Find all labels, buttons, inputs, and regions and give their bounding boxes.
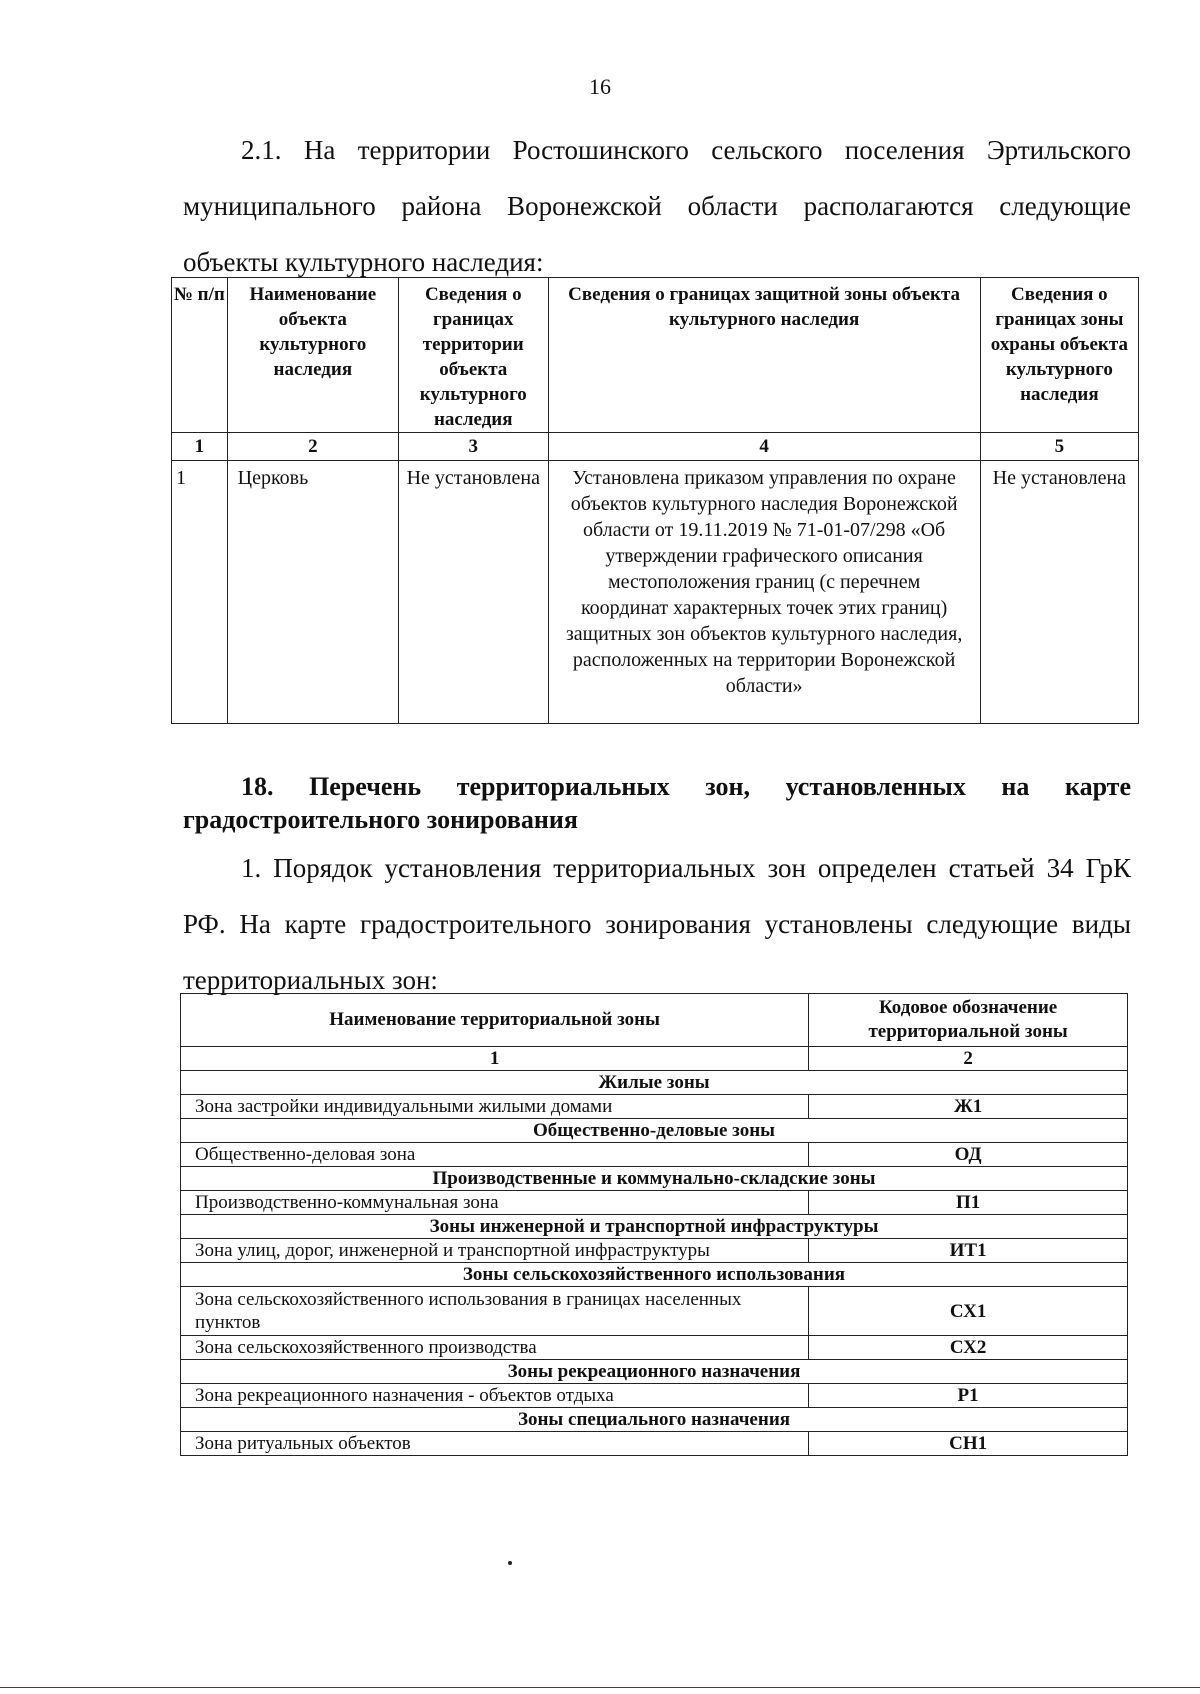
table-row xyxy=(181,1191,1128,1215)
table-row xyxy=(172,461,1139,724)
column-number: 1 xyxy=(172,433,228,461)
zones-header-row xyxy=(181,994,1128,1047)
zone-code: СН1 xyxy=(809,1432,1128,1456)
column-number: 4 xyxy=(548,433,980,461)
zone-name: Зона застройки индивидуальными жилыми домами xyxy=(181,1095,809,1119)
intro-paragraph xyxy=(183,122,1131,290)
zones-header-code: Кодовое обозначение территориальной зоны xyxy=(809,994,1128,1047)
bottom-rule xyxy=(0,1687,1200,1688)
intro-paragraph-text: 2.1. На территории Ростошинского сельского поселения Эртильского муниципального района Воронежской области располагаются следующие объекты культурного наследия: xyxy=(183,135,1131,277)
zone-group-title: Производственные и коммунально-складские зоны xyxy=(181,1167,1128,1191)
table-row xyxy=(181,1384,1128,1408)
zones-column-numbers-row xyxy=(181,1047,1128,1071)
zone-group-row xyxy=(181,1263,1128,1287)
zone-code: Р1 xyxy=(809,1384,1128,1408)
zone-group-title: Зоны сельскохозяйственного использования xyxy=(181,1263,1128,1287)
zone-code: Ж1 xyxy=(809,1095,1128,1119)
page-number: 16 xyxy=(589,74,611,99)
heritage-row-territory: Не установлена xyxy=(399,461,549,724)
table-row xyxy=(181,1143,1128,1167)
column-number: 5 xyxy=(980,433,1138,461)
zone-name: Зона ритуальных объектов xyxy=(181,1432,809,1456)
zone-name: Зона улиц, дорог, инженерной и транспортной инфраструктуры xyxy=(181,1239,809,1263)
zone-name: Зона сельскохозяйственного использования в границах населенных пунктов xyxy=(181,1287,809,1336)
zone-code: ОД xyxy=(809,1143,1128,1167)
section-paragraph-text: 1. Порядок установления территориальных зон определен статьей 34 ГрК РФ. На карте градостроительного зонирования установлены следующие виды территориальных зон: xyxy=(183,853,1131,995)
zone-code: П1 xyxy=(809,1191,1128,1215)
stray-dot xyxy=(508,1561,512,1565)
column-number: 2 xyxy=(227,433,398,461)
table-row xyxy=(181,1336,1128,1360)
heritage-table xyxy=(171,277,1139,724)
zone-group-row xyxy=(181,1408,1128,1432)
section-heading xyxy=(183,770,1131,836)
table-row xyxy=(181,1095,1128,1119)
column-number: 3 xyxy=(399,433,549,461)
zone-group-row xyxy=(181,1360,1128,1384)
table-row xyxy=(181,1239,1128,1263)
table-row xyxy=(181,1432,1128,1456)
zone-group-row xyxy=(181,1215,1128,1239)
column-number: 2 xyxy=(809,1047,1128,1071)
zone-name: Зона сельскохозяйственного производства xyxy=(181,1336,809,1360)
heritage-row-num: 1 xyxy=(172,461,228,724)
zones-table xyxy=(180,993,1128,1456)
zones-header-name: Наименование территориальной зоны xyxy=(181,994,809,1047)
zone-code: СХ2 xyxy=(809,1336,1128,1360)
zone-group-row xyxy=(181,1071,1128,1095)
heritage-header-security-zone: Сведения о границах зоны охраны объекта культурного наследия xyxy=(980,278,1138,433)
zone-group-row xyxy=(181,1167,1128,1191)
heritage-header-name: Наименование объекта культурного наследия xyxy=(227,278,398,433)
zone-group-title: Общественно-деловые зоны xyxy=(181,1119,1128,1143)
zone-name: Производственно-коммунальная зона xyxy=(181,1191,809,1215)
zone-group-title: Зоны инженерной и транспортной инфраструктуры xyxy=(181,1215,1128,1239)
zone-code: СХ1 xyxy=(809,1287,1128,1336)
heritage-column-numbers-row xyxy=(172,433,1139,461)
heritage-row-security-zone: Не установлена xyxy=(980,461,1138,724)
table-row xyxy=(181,1287,1128,1336)
zone-name: Зона рекреационного назначения - объектов отдыха xyxy=(181,1384,809,1408)
zone-name: Общественно-деловая зона xyxy=(181,1143,809,1167)
section-paragraph xyxy=(183,840,1131,1008)
zone-group-title: Зоны специального назначения xyxy=(181,1408,1128,1432)
zone-group-row xyxy=(181,1119,1128,1143)
heritage-header-territory: Сведения о границах территории объекта культурного наследия xyxy=(399,278,549,433)
zones-table-body xyxy=(181,1071,1128,1456)
zone-group-title: Жилые зоны xyxy=(181,1071,1128,1095)
zone-group-title: Зоны рекреационного назначения xyxy=(181,1360,1128,1384)
heritage-header-row xyxy=(172,278,1139,433)
heritage-header-num: № п/п xyxy=(172,278,228,433)
section-heading-text: 18. Перечень территориальных зон, установленных на карте градостроительного зонирования xyxy=(183,772,1131,834)
heritage-header-protective-zone: Сведения о границах защитной зоны объекта культурного наследия xyxy=(548,278,980,433)
zone-code: ИТ1 xyxy=(809,1239,1128,1263)
heritage-row-protective-zone: Установлена приказом управления по охране объектов культурного наследия Воронежской области от 19.11.2019 № 71-01-07/298 «Об утверждении графического описания местоположения границ (с перечнем координат характерных точек этих границ) защитных зон объектов культурного наследия, расположенных на территории Воронежской области» xyxy=(548,461,980,724)
heritage-row-name: Церковь xyxy=(227,461,398,724)
column-number: 1 xyxy=(181,1047,809,1071)
